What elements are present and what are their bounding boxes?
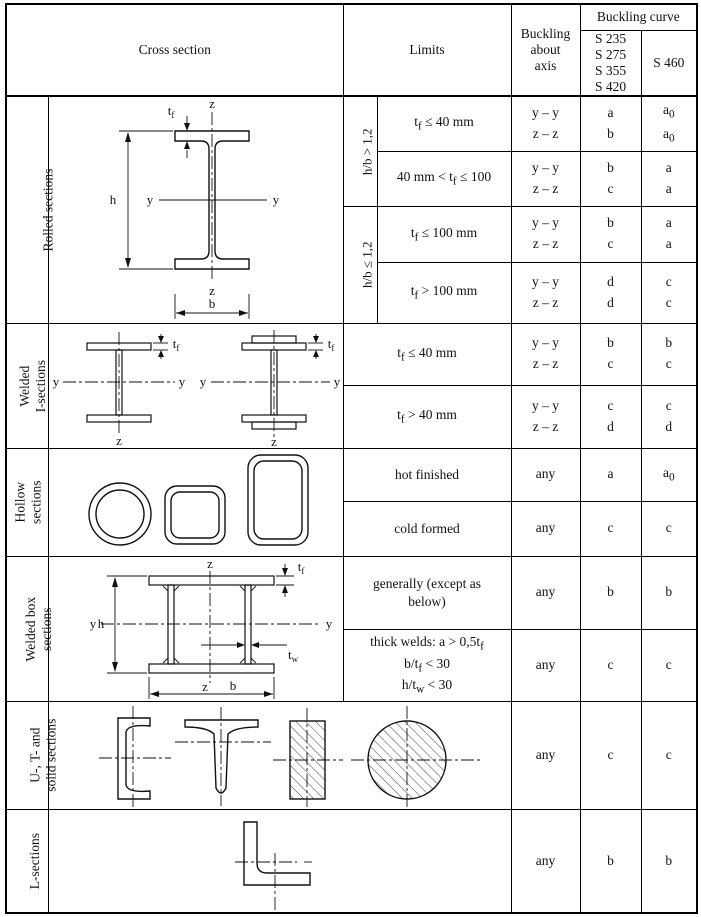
curve-main-cell: d d: [580, 262, 641, 323]
curve-s460-cell: b c: [641, 323, 697, 385]
limit-cell: $t_f \le 40$ mm: [343, 323, 511, 385]
box-outline: [149, 576, 274, 673]
svg-text:tf: $t_f$: [297, 559, 304, 577]
svg-text:z: z: [201, 679, 208, 695]
axis-cell: any: [511, 501, 580, 556]
curve-s460-cell: b: [641, 809, 697, 913]
u-channel-section: [99, 706, 171, 807]
svg-text:y: y: [178, 374, 185, 390]
limit-cell: hot finished: [343, 448, 511, 501]
curve-s460-cell: c: [641, 629, 697, 701]
curve-s460-cell: $a_0$: [641, 448, 697, 501]
category-welded-i-sections: [6, 323, 48, 448]
svg-text:tw: $t_w$: [287, 647, 298, 665]
axis-cell: y – y z – z: [511, 323, 580, 385]
angle-section: [235, 822, 312, 911]
svg-text:b: b: [229, 678, 236, 694]
limit-cell: 40 mm < $t_f \le 100$: [377, 151, 511, 206]
category-rolled-sections: [6, 96, 56, 323]
curve-main-cell: c d: [580, 385, 641, 448]
category-label: Hollow sections: [12, 480, 44, 524]
axis-cell: y – y z – z: [511, 385, 580, 448]
rectangular-hollow-section: [248, 455, 308, 545]
tw-dimension: [201, 642, 299, 664]
curve-s460-cell: c c: [641, 262, 697, 323]
t-section: [175, 707, 271, 806]
cell-welded-i-diagram: [48, 323, 343, 448]
welded-box-diagram: [49, 557, 344, 700]
cell-welded-box-diagram: [48, 556, 343, 701]
svg-text:b: b: [208, 296, 215, 311]
z-axis-line: [209, 98, 215, 298]
y-axis-line: [146, 192, 279, 207]
limit-cell: $t_f > 100$ mm: [377, 262, 511, 323]
l-section-diagram: [49, 810, 512, 912]
curve-main-cell: c: [580, 501, 641, 556]
limit-cell: $t_f \le 40$ mm: [377, 96, 511, 151]
curve-main-cell: a: [580, 448, 641, 501]
col-header-buckling-axis: Buckling about axis: [511, 4, 580, 96]
svg-text:z: z: [270, 434, 277, 448]
svg-text:y: y: [325, 616, 332, 632]
curve-main-cell: a b: [580, 96, 641, 151]
col-header-limits: Limits: [343, 4, 511, 96]
cell-l-section-diagram: [48, 809, 511, 913]
svg-text:y: y: [199, 374, 206, 390]
limit-cell: $t_f \le 100$ mm: [377, 206, 511, 262]
svg-text:y: y: [146, 192, 153, 207]
curve-main-cell: b: [580, 809, 641, 913]
category-l-sections: [6, 809, 48, 913]
b-dimension: [149, 677, 274, 699]
buckling-curve-selection-table: [5, 3, 698, 914]
svg-text:z: z: [208, 98, 215, 111]
axis-cell: y – y z – z: [511, 262, 580, 323]
category-hollow-sections: [6, 448, 48, 556]
welded-i-sections-diagram: [49, 324, 344, 447]
svg-text:tf: $t_f$: [172, 336, 179, 354]
svg-text:h: h: [97, 616, 104, 632]
curve-s460-cell: b: [641, 556, 697, 629]
curve-main-cell: b c: [580, 151, 641, 206]
square-hollow-section: [165, 486, 225, 544]
curve-s460-cell: a a: [641, 151, 697, 206]
cell-ut-solid-diagram: [48, 701, 511, 809]
hollow-sections-diagram: [49, 449, 344, 555]
axis-cell: y – y z – z: [511, 96, 580, 151]
u-t-solid-sections-diagram: [49, 702, 512, 808]
svg-text:tf: $t_f$: [327, 336, 334, 354]
svg-text:y: y: [89, 616, 96, 632]
category-label: Rolled sections: [40, 168, 56, 252]
solid-rectangular-section: [273, 708, 343, 807]
curve-s460-cell: c d: [641, 385, 697, 448]
b-dimension: [175, 294, 249, 319]
svg-text:z: z: [208, 283, 215, 298]
axis-cell: any: [511, 701, 580, 809]
limit-cell: cold formed: [343, 501, 511, 556]
svg-text:y: y: [52, 374, 59, 390]
welded-i-beam-plain: [52, 332, 185, 447]
hb-ratio-label: h/b ≤ 1,2: [358, 241, 374, 288]
axis-cell: any: [511, 556, 580, 629]
limit-cell: thick welds: $a > 0,5t_f$ $b/t_f < 30$ $h/t_w < 30$: [343, 629, 511, 701]
circular-hollow-section: [89, 483, 151, 545]
category-label: U-, T- and solid sections: [27, 718, 59, 792]
curve-s460-cell: c: [641, 501, 697, 556]
axis-cell: y – y z – z: [511, 206, 580, 262]
category-label: Welded box sections: [23, 596, 55, 662]
y-axis-line: [89, 616, 332, 631]
curve-main-cell: c: [580, 701, 641, 809]
col-header-buckling-curve: Buckling curve: [580, 4, 697, 30]
category-label: L-sections: [27, 832, 43, 890]
svg-text:y: y: [272, 192, 279, 207]
cell-rolled-diagram: [48, 96, 343, 323]
solid-round-section: [351, 706, 483, 807]
curve-main-cell: b: [580, 556, 641, 629]
hb-ratio-le-cell: [343, 206, 377, 323]
rolled-i-section-diagram: [49, 98, 344, 322]
cell-hollow-diagram: [48, 448, 343, 556]
axis-cell: any: [511, 809, 580, 913]
category-welded-box-sections: [6, 556, 55, 701]
curve-s460-cell: a a: [641, 206, 697, 262]
curve-main-cell: b c: [580, 206, 641, 262]
col-header-grade-s460: S 460: [641, 30, 697, 96]
limit-cell: $t_f > 40$ mm: [343, 385, 511, 448]
hb-ratio-gt-cell: [343, 96, 377, 206]
col-header-grades-s235-s420: S 235 S 275 S 355 S 420: [580, 30, 641, 96]
tf-dimension: [276, 559, 304, 597]
svg-text:z: z: [115, 433, 122, 448]
curve-main-cell: c: [580, 629, 641, 701]
curve-s460-cell: $a_0$ $a_0$: [641, 96, 697, 151]
col-header-cross-section: Cross section: [6, 4, 343, 96]
hb-ratio-label: h/b > 1,2: [359, 127, 375, 175]
svg-text:z: z: [206, 557, 213, 572]
category-label: Welded I-sections: [17, 359, 49, 412]
h-dimension: [97, 576, 146, 673]
curve-s460-cell: c: [641, 701, 697, 809]
axis-cell: y – y z – z: [511, 151, 580, 206]
svg-text:y: y: [333, 374, 340, 390]
axis-cell: any: [511, 629, 580, 701]
svg-text:tf: $t_f$: [167, 103, 174, 120]
limit-cell: generally (except as below): [343, 556, 511, 629]
svg-text:h: h: [109, 192, 116, 207]
axis-cell: any: [511, 448, 580, 501]
welded-i-beam-cover-plates: [199, 330, 340, 447]
category-ut-solid-sections: [6, 701, 59, 809]
curve-main-cell: b c: [580, 323, 641, 385]
